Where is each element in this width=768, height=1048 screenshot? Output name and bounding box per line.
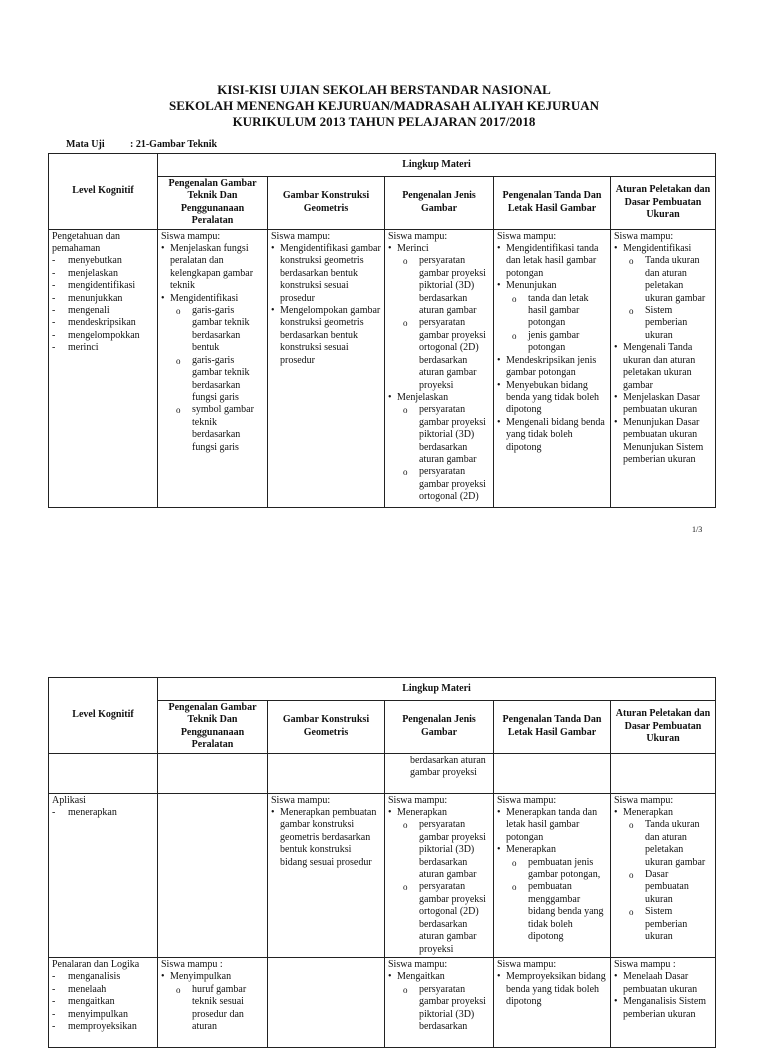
bullet-text: Mengenali bidang benda yang tidak boleh dipotong — [506, 416, 605, 453]
level-verb-item: - mendeskripsikan — [52, 317, 154, 329]
bullet-text: Menelaah Dasar pembuatan ukuran — [623, 971, 698, 995]
sub-item: o persyaratan gambar proyeksi piktorial (3D) berdasarkan — [397, 984, 490, 1034]
bullet-list — [614, 971, 712, 1021]
bullet-text: Menyimpulkan — [170, 971, 232, 983]
bullet-list — [614, 807, 712, 943]
sub-item: o persyaratan gambar proyeksi ortogonal (2D) — [397, 466, 490, 503]
cell-p2-aplikasi-c1 — [158, 793, 268, 957]
bullet-item — [161, 293, 264, 454]
cell-p1-c5 — [611, 229, 716, 507]
bullet-item — [614, 342, 712, 392]
bullet-list — [161, 971, 264, 1033]
level-verb-item: - menelaah — [52, 984, 154, 996]
cell-intro: Siswa mampu: — [388, 794, 448, 806]
bullet-list — [497, 807, 607, 943]
lingkup-materi-header: Lingkup Materi — [158, 154, 716, 177]
sub-list — [170, 984, 264, 1034]
bullet-text: Menunjukan — [506, 280, 557, 292]
bullet-item — [388, 971, 490, 1033]
sub-item: o garis-garis gambar teknik berdasarkan bentuk — [170, 305, 264, 355]
col-header-4-p2: Pengenalan Tanda Dan Letak Hasil Gambar — [494, 701, 611, 754]
bullet-list — [497, 243, 607, 454]
page-number: 1/3 — [692, 525, 703, 534]
bullet-item — [614, 417, 712, 467]
level-title-line-2: pemahaman — [52, 243, 101, 255]
continuation-empty-cell — [49, 753, 158, 793]
level-verb-list-penalaran — [52, 971, 154, 1033]
bullet-item — [497, 355, 607, 380]
bullet-item — [497, 971, 607, 1008]
cell-intro: Siswa mampu: — [388, 958, 448, 970]
bullet-item — [161, 971, 264, 1033]
col-header-2-p2: Gambar Konstruksi Geometris — [268, 701, 385, 754]
bullet-text: Memproyeksikan bidang benda yang tidak boleh dipotong — [506, 971, 606, 1008]
bullet-item — [161, 243, 264, 293]
bullet-item — [388, 807, 490, 956]
level-verb-item: - memproyeksikan — [52, 1021, 154, 1033]
continuation-empty-cell — [494, 753, 611, 793]
sub-list — [397, 255, 490, 391]
col-header-3: Pengenalan Jenis Gambar — [385, 177, 494, 230]
bullet-item — [614, 243, 712, 342]
bullet-item — [614, 807, 712, 943]
bullet-text: Menerapkan — [397, 807, 447, 819]
sub-item: o pembuatan menggambar bidang benda yang tidak boleh dipotong — [506, 881, 607, 943]
bullet-item — [497, 807, 607, 844]
cell-p1-c3 — [385, 229, 494, 507]
sub-list — [397, 819, 490, 955]
bullet-text: Mengelompokan gambar konstruksi geometris berdasarkan bentuk konstruksi sesuai prosedur — [280, 305, 381, 366]
sub-list — [397, 404, 490, 503]
bullet-text: Mengaitkan — [397, 971, 445, 983]
bullet-item — [271, 807, 381, 869]
sub-item: o Tanda ukuran dan aturan peletakan ukuran gambar — [623, 255, 712, 305]
level-verb-item: - menerapkan — [52, 807, 154, 819]
bullet-text: Menjelaskan — [397, 391, 449, 403]
level-verb-item: - mengelompokkan — [52, 330, 154, 342]
cell-intro: Siswa mampu: — [161, 230, 221, 242]
sub-list — [506, 857, 607, 944]
cell-p2-penalaran-c4 — [494, 957, 611, 1047]
level-verb-list-aplikasi — [52, 807, 154, 819]
cell-p2-aplikasi-c4 — [494, 793, 611, 957]
level-verb-item: - mengenali — [52, 305, 154, 317]
bullet-text: Menerapkan — [506, 844, 556, 856]
level-verb-item: - menyebutkan — [52, 255, 154, 267]
level-cell-pengetahuan — [49, 229, 158, 507]
level-title-line-1: Pengetahuan dan — [52, 230, 121, 242]
col-header-1-p2: Pengenalan Gambar Teknik Dan Penggunanaan Peralatan — [158, 701, 268, 754]
level-cell-penalaran — [49, 957, 158, 1047]
bullet-text: Menjelaskan Dasar pembuatan ukuran — [623, 391, 700, 416]
bullet-text: Menunjukan Dasar pembuatan ukuran Menunjukan Sistem pemberian ukuran — [623, 416, 704, 465]
grid-table-page-1 — [48, 153, 716, 508]
bullet-item — [497, 280, 607, 354]
sub-item: o garis-garis gambar teknik berdasarkan fungsi garis — [170, 355, 264, 405]
cell-intro: Siswa mampu: — [614, 230, 674, 242]
col-header-4: Pengenalan Tanda Dan Letak Hasil Gambar — [494, 177, 611, 230]
bullet-text: Menerapkan — [623, 807, 673, 819]
sub-item: o Sistem pemberian ukuran — [623, 906, 712, 943]
sub-item: o persyaratan gambar proyeksi piktorial (3D) berdasarkan aturan gambar — [397, 255, 490, 317]
cell-intro: Siswa mampu: — [497, 794, 557, 806]
bullet-list — [271, 243, 381, 367]
continuation-empty-cell — [611, 753, 716, 793]
bullet-item — [614, 971, 712, 996]
sub-item: o persyaratan gambar proyeksi ortogonal (2D) berdasarkan aturan gambar proyeksi — [397, 317, 490, 391]
bullet-text: Menganalisis Sistem pemberian ukuran — [623, 996, 707, 1020]
bullet-list — [388, 807, 490, 956]
sub-item: o huruf gambar teknik sesuai prosedur dan aturan — [170, 984, 264, 1034]
sub-list — [397, 984, 490, 1034]
sub-item: o Tanda ukuran dan aturan peletakan ukuran gambar — [623, 819, 712, 869]
level-title-aplikasi: Aplikasi — [52, 794, 86, 806]
bullet-item — [388, 392, 490, 504]
level-verb-list — [52, 255, 154, 354]
cell-intro: Siswa mampu : — [614, 958, 676, 970]
sub-item: o tanda dan letak hasil gambar potongan — [506, 293, 607, 330]
subject-value: : 21-Gambar Teknik — [130, 139, 218, 150]
cell-intro: Siswa mampu: — [614, 794, 674, 806]
col-header-5-p2: Aturan Peletakan dan Dasar Pembuatan Ukuran — [611, 701, 716, 754]
cell-p2-aplikasi-c5 — [611, 793, 716, 957]
document-curriculum: KURIKULUM 2013 TAHUN PELAJARAN 2017/2018 — [232, 114, 536, 129]
grid-table-page-2 — [48, 677, 716, 1048]
bullet-item — [271, 305, 381, 367]
bullet-item — [614, 996, 712, 1021]
bullet-text: Mengidentifikasi tanda dan letak hasil gambar potongan — [506, 243, 599, 279]
sub-list — [170, 305, 264, 454]
col-header-2: Gambar Konstruksi Geometris — [268, 177, 385, 230]
sub-item: o symbol gambar teknik berdasarkan fungsi garis — [170, 404, 264, 454]
bullet-item — [497, 417, 607, 454]
sub-item: o Dasar pembuatan ukuran — [623, 869, 712, 906]
lingkup-materi-header-2: Lingkup Materi — [158, 678, 716, 701]
bullet-item — [271, 243, 381, 305]
bullet-text: Mengidentifikasi — [623, 243, 692, 255]
col-header-5: Aturan Peletakan dan Dasar Pembuatan Ukuran — [611, 177, 716, 230]
continuation-empty-cell — [268, 753, 385, 793]
document-header — [0, 82, 768, 130]
level-verb-item: - mengaitkan — [52, 996, 154, 1008]
document-title: KISI-KISI UJIAN SEKOLAH BERSTANDAR NASIONAL — [217, 82, 551, 97]
bullet-item — [614, 392, 712, 417]
sub-item: o pembuatan jenis gambar potongan, — [506, 857, 607, 882]
bullet-text: Menyebukan bidang benda yang tidak boleh dipotong — [506, 379, 600, 416]
subject-line — [66, 139, 217, 150]
cell-intro: Siswa mampu: — [388, 230, 448, 242]
level-cell-aplikasi — [49, 793, 158, 957]
cell-p2-penalaran-c3 — [385, 957, 494, 1047]
bullet-list — [497, 971, 607, 1008]
cell-p2-penalaran-c5 — [611, 957, 716, 1047]
bullet-list — [388, 971, 490, 1033]
bullet-text: Mendeskripsikan jenis gambar potongan — [506, 354, 597, 379]
bullet-list — [614, 243, 712, 466]
bullet-text: Mengenali Tanda ukuran dan aturan peletakan ukuran gambar — [623, 342, 696, 391]
sub-item: o jenis gambar potongan — [506, 330, 607, 355]
bullet-text: Mengidentifikasi — [170, 292, 239, 304]
level-verb-item: - mengidentifikasi — [52, 280, 154, 292]
bullet-list — [388, 243, 490, 504]
cell-intro: Siswa mampu : — [161, 958, 223, 970]
bullet-item — [497, 844, 607, 943]
level-kognitif-header: Level Kognitif — [49, 154, 158, 230]
col-header-3-p2: Pengenalan Jenis Gambar — [385, 701, 494, 754]
bullet-text: Menerapkan pembuatan gambar konstruksi geometris berdasarkan bentuk konstruksi bidang sesuai prosedur — [280, 807, 377, 868]
cell-p2-aplikasi-c2 — [268, 793, 385, 957]
sub-list — [623, 819, 712, 943]
cell-intro: Siswa mampu: — [271, 230, 331, 242]
sub-item: o persyaratan gambar proyeksi piktorial (3D) berdasarkan aturan gambar — [397, 819, 490, 881]
bullet-text: Mengidentifikasi gambar konstruksi geometris berdasarkan bentuk konstruksi sesuai prosedur — [280, 243, 381, 304]
bullet-text: Menerapkan tanda dan letak hasil gambar potongan — [506, 807, 598, 843]
continuation-text: berdasarkan aturan gambar proyeksi — [385, 753, 494, 793]
sub-list — [623, 255, 712, 342]
cell-p1-c4 — [494, 229, 611, 507]
bullet-item — [497, 380, 607, 417]
level-title-penalaran: Penalaran dan Logika — [52, 958, 140, 970]
bullet-list — [271, 807, 381, 869]
level-verb-item: - menyimpulkan — [52, 1009, 154, 1021]
bullet-item — [497, 243, 607, 280]
cell-p1-c1 — [158, 229, 268, 507]
continuation-empty-cell — [158, 753, 268, 793]
level-verb-item: - merinci — [52, 342, 154, 354]
cell-intro: Siswa mampu: — [497, 230, 557, 242]
document-subtitle: SEKOLAH MENENGAH KEJURUAN/MADRASAH ALIYAH KEJURUAN — [168, 98, 599, 113]
level-verb-item: - menjelaskan — [52, 268, 154, 280]
sub-item: o Sistem pemberian ukuran — [623, 305, 712, 342]
bullet-item — [388, 243, 490, 392]
sub-item: o persyaratan gambar proyeksi ortogonal (2D) berdasarkan aturan gambar proyeksi — [397, 881, 490, 955]
cell-p2-penalaran-c2 — [268, 957, 385, 1047]
sub-item: o persyaratan gambar proyeksi piktorial (3D) berdasarkan aturan gambar — [397, 404, 490, 466]
subject-label: Mata Uji — [66, 139, 105, 150]
level-kognitif-header-2: Level Kognitif — [49, 678, 158, 754]
cell-intro: Siswa mampu: — [497, 958, 557, 970]
level-verb-item: - menunjukkan — [52, 293, 154, 305]
bullet-list — [161, 243, 264, 454]
sub-list — [506, 293, 607, 355]
cell-p2-aplikasi-c3 — [385, 793, 494, 957]
bullet-text: Menjelaskan fungsi peralatan dan kelengkapan gambar teknik — [170, 243, 254, 292]
col-header-1: Pengenalan Gambar Teknik Dan Penggunanaan Peralatan — [158, 177, 268, 230]
cell-intro: Siswa mampu: — [271, 794, 331, 806]
cell-p2-penalaran-c1 — [158, 957, 268, 1047]
bullet-text: Merinci — [397, 243, 429, 255]
cell-p1-c2 — [268, 229, 385, 507]
level-verb-item: - menganalisis — [52, 971, 154, 983]
